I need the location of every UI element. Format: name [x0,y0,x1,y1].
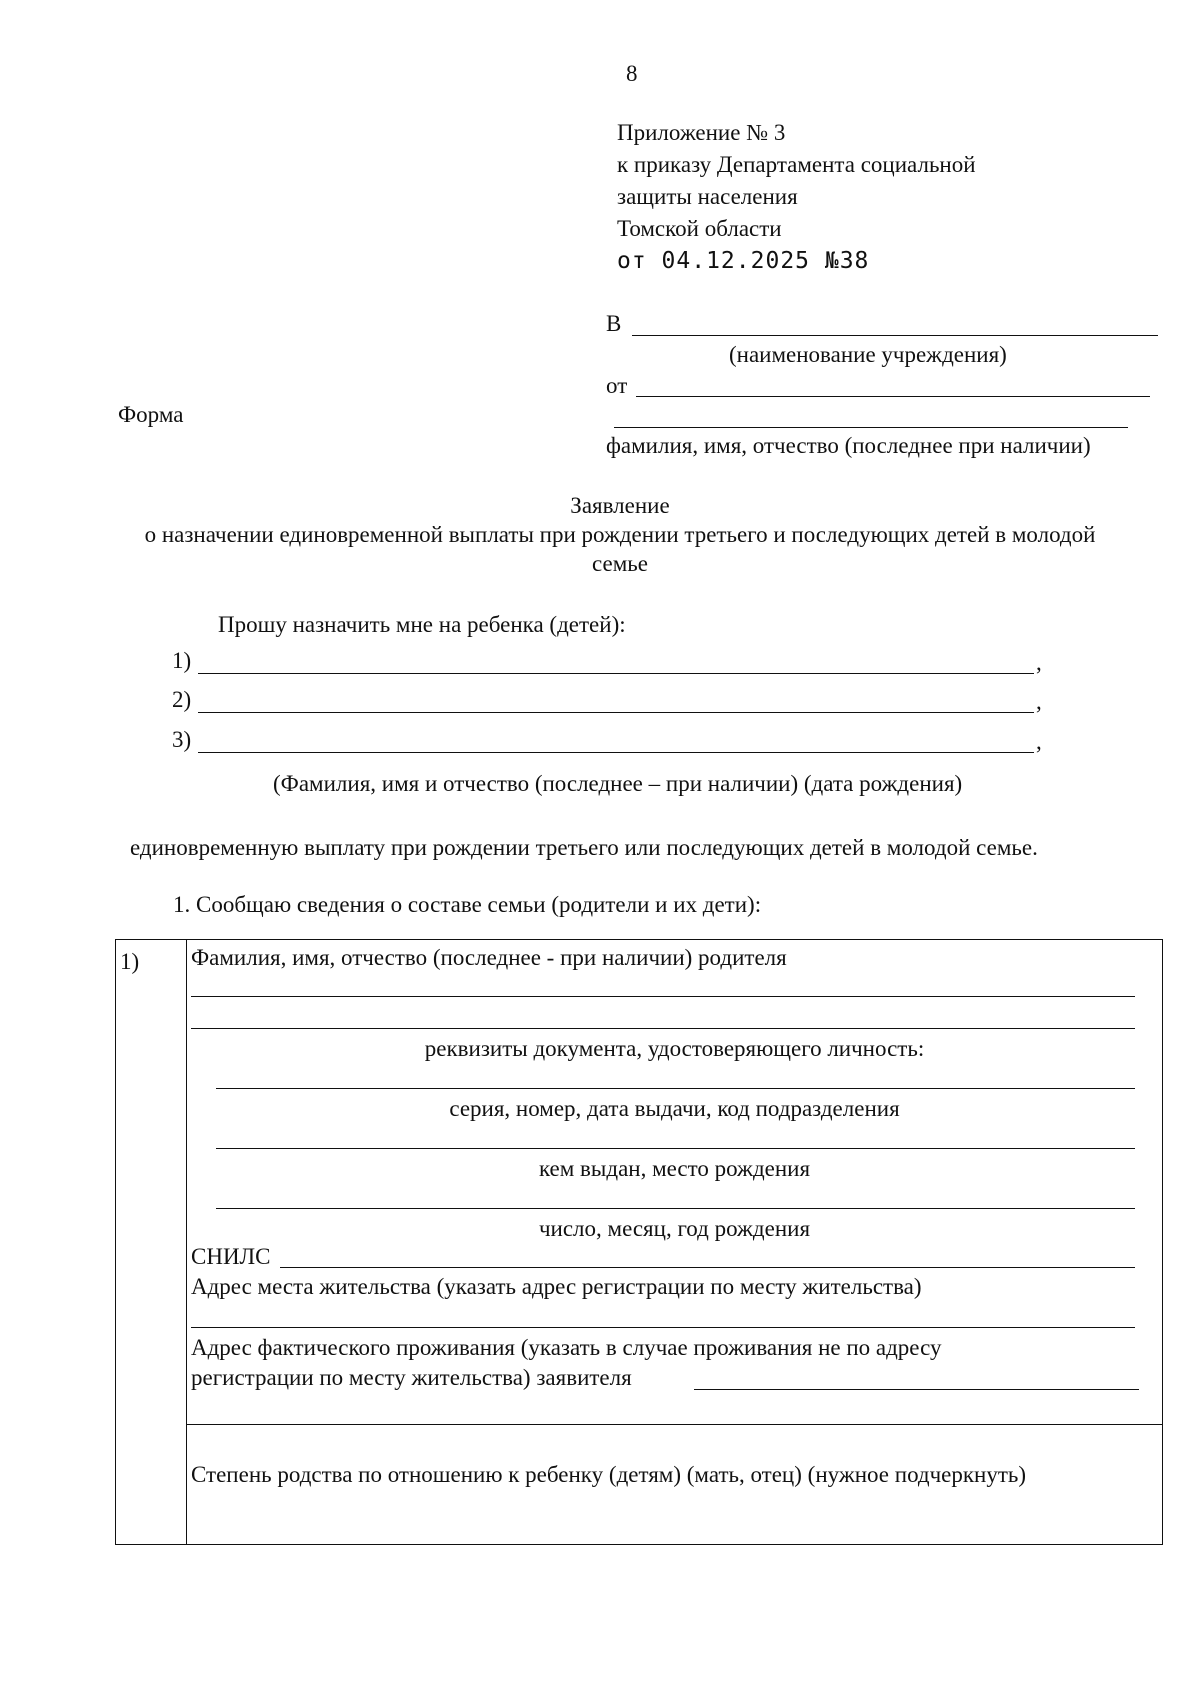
request-continuation: единовременную выплату при рождении третьего или последующих детей в молодой семье. [130,835,1038,860]
appendix-line-3: защиты населения [617,184,798,209]
appendix-order-date: от 04.12.2025 №38 [617,248,870,274]
to-label: В [606,311,622,336]
page-number: 8 [626,61,638,86]
institution-caption: (наименование учреждения) [729,342,1007,367]
snils-label: СНИЛС [191,1244,271,1269]
title-subheading: о назначении единовременной выплаты при рождении третьего и последующих детей в молодой семье [144,522,1096,576]
appendix-line-1: Приложение № 3 [617,120,786,145]
children-caption: (Фамилия, имя и отчество (последнее – при наличии) (дата рождения) [273,771,963,796]
id-document-field[interactable] [216,1088,1135,1089]
institution-field[interactable] [632,335,1158,336]
applicant-field-line-1[interactable] [636,396,1150,397]
child-field[interactable] [198,712,1034,713]
request-intro: Прошу назначить мне на ребенка (детей): [218,612,626,637]
snils-field[interactable] [280,1267,1135,1268]
child-comma: , [1036,650,1042,675]
registration-address-label: Адрес места жительства (указать адрес регистрации по месту жительства) [191,1274,922,1299]
appendix-line-4: Томской области [617,216,782,241]
fio-caption: фамилия, имя, отчество (последнее при наличии) [606,433,1091,458]
issued-by-caption: кем выдан, место рождения [538,1156,811,1181]
table-row-number: 1) [120,949,140,974]
actual-address-label-line-2: регистрации по месту жительства) заявителя [191,1365,632,1390]
child-number: 1) [172,648,192,673]
child-field[interactable] [198,752,1034,753]
id-document-caption: реквизиты документа, удостоверяющего личность: [424,1036,925,1061]
title-heading: Заявление [570,493,670,518]
kinship-label: Степень родства по отношению к ребенку (детям) (мать, отец) (нужное подчеркнуть) [191,1462,1027,1487]
appendix-block [617,117,976,277]
applicant-field-line-2[interactable] [614,427,1128,428]
parent-fio-field-line-1[interactable] [191,996,1135,997]
parent-fio-field-line-2[interactable] [191,1028,1135,1029]
child-comma: , [1036,689,1042,714]
table-row-divider [187,1424,1162,1425]
child-field[interactable] [198,673,1034,674]
child-comma: , [1036,729,1042,754]
actual-address-label-line-1: Адрес фактического проживания (указать в случае проживания не по адресу [191,1335,942,1360]
actual-address-field[interactable] [694,1389,1139,1390]
child-number: 2) [172,687,192,712]
issued-by-field[interactable] [216,1148,1135,1149]
family-table [115,939,1163,1545]
series-number-caption: серия, номер, дата выдачи, код подразделения [449,1096,900,1121]
parent-fio-label: Фамилия, имя, отчество (последнее - при наличии) родителя [191,945,787,970]
document-title [140,491,1100,578]
birth-date-field[interactable] [216,1208,1135,1209]
from-label: от [606,373,628,398]
section-1-heading: 1. Сообщаю сведения о составе семьи (родители и их дети): [173,892,762,917]
birth-date-caption: число, месяц, год рождения [538,1216,811,1241]
registration-address-field[interactable] [191,1327,1135,1328]
form-label: Форма [118,402,184,427]
appendix-line-2: к приказу Департамента социальной [617,152,976,177]
child-number: 3) [172,727,192,752]
